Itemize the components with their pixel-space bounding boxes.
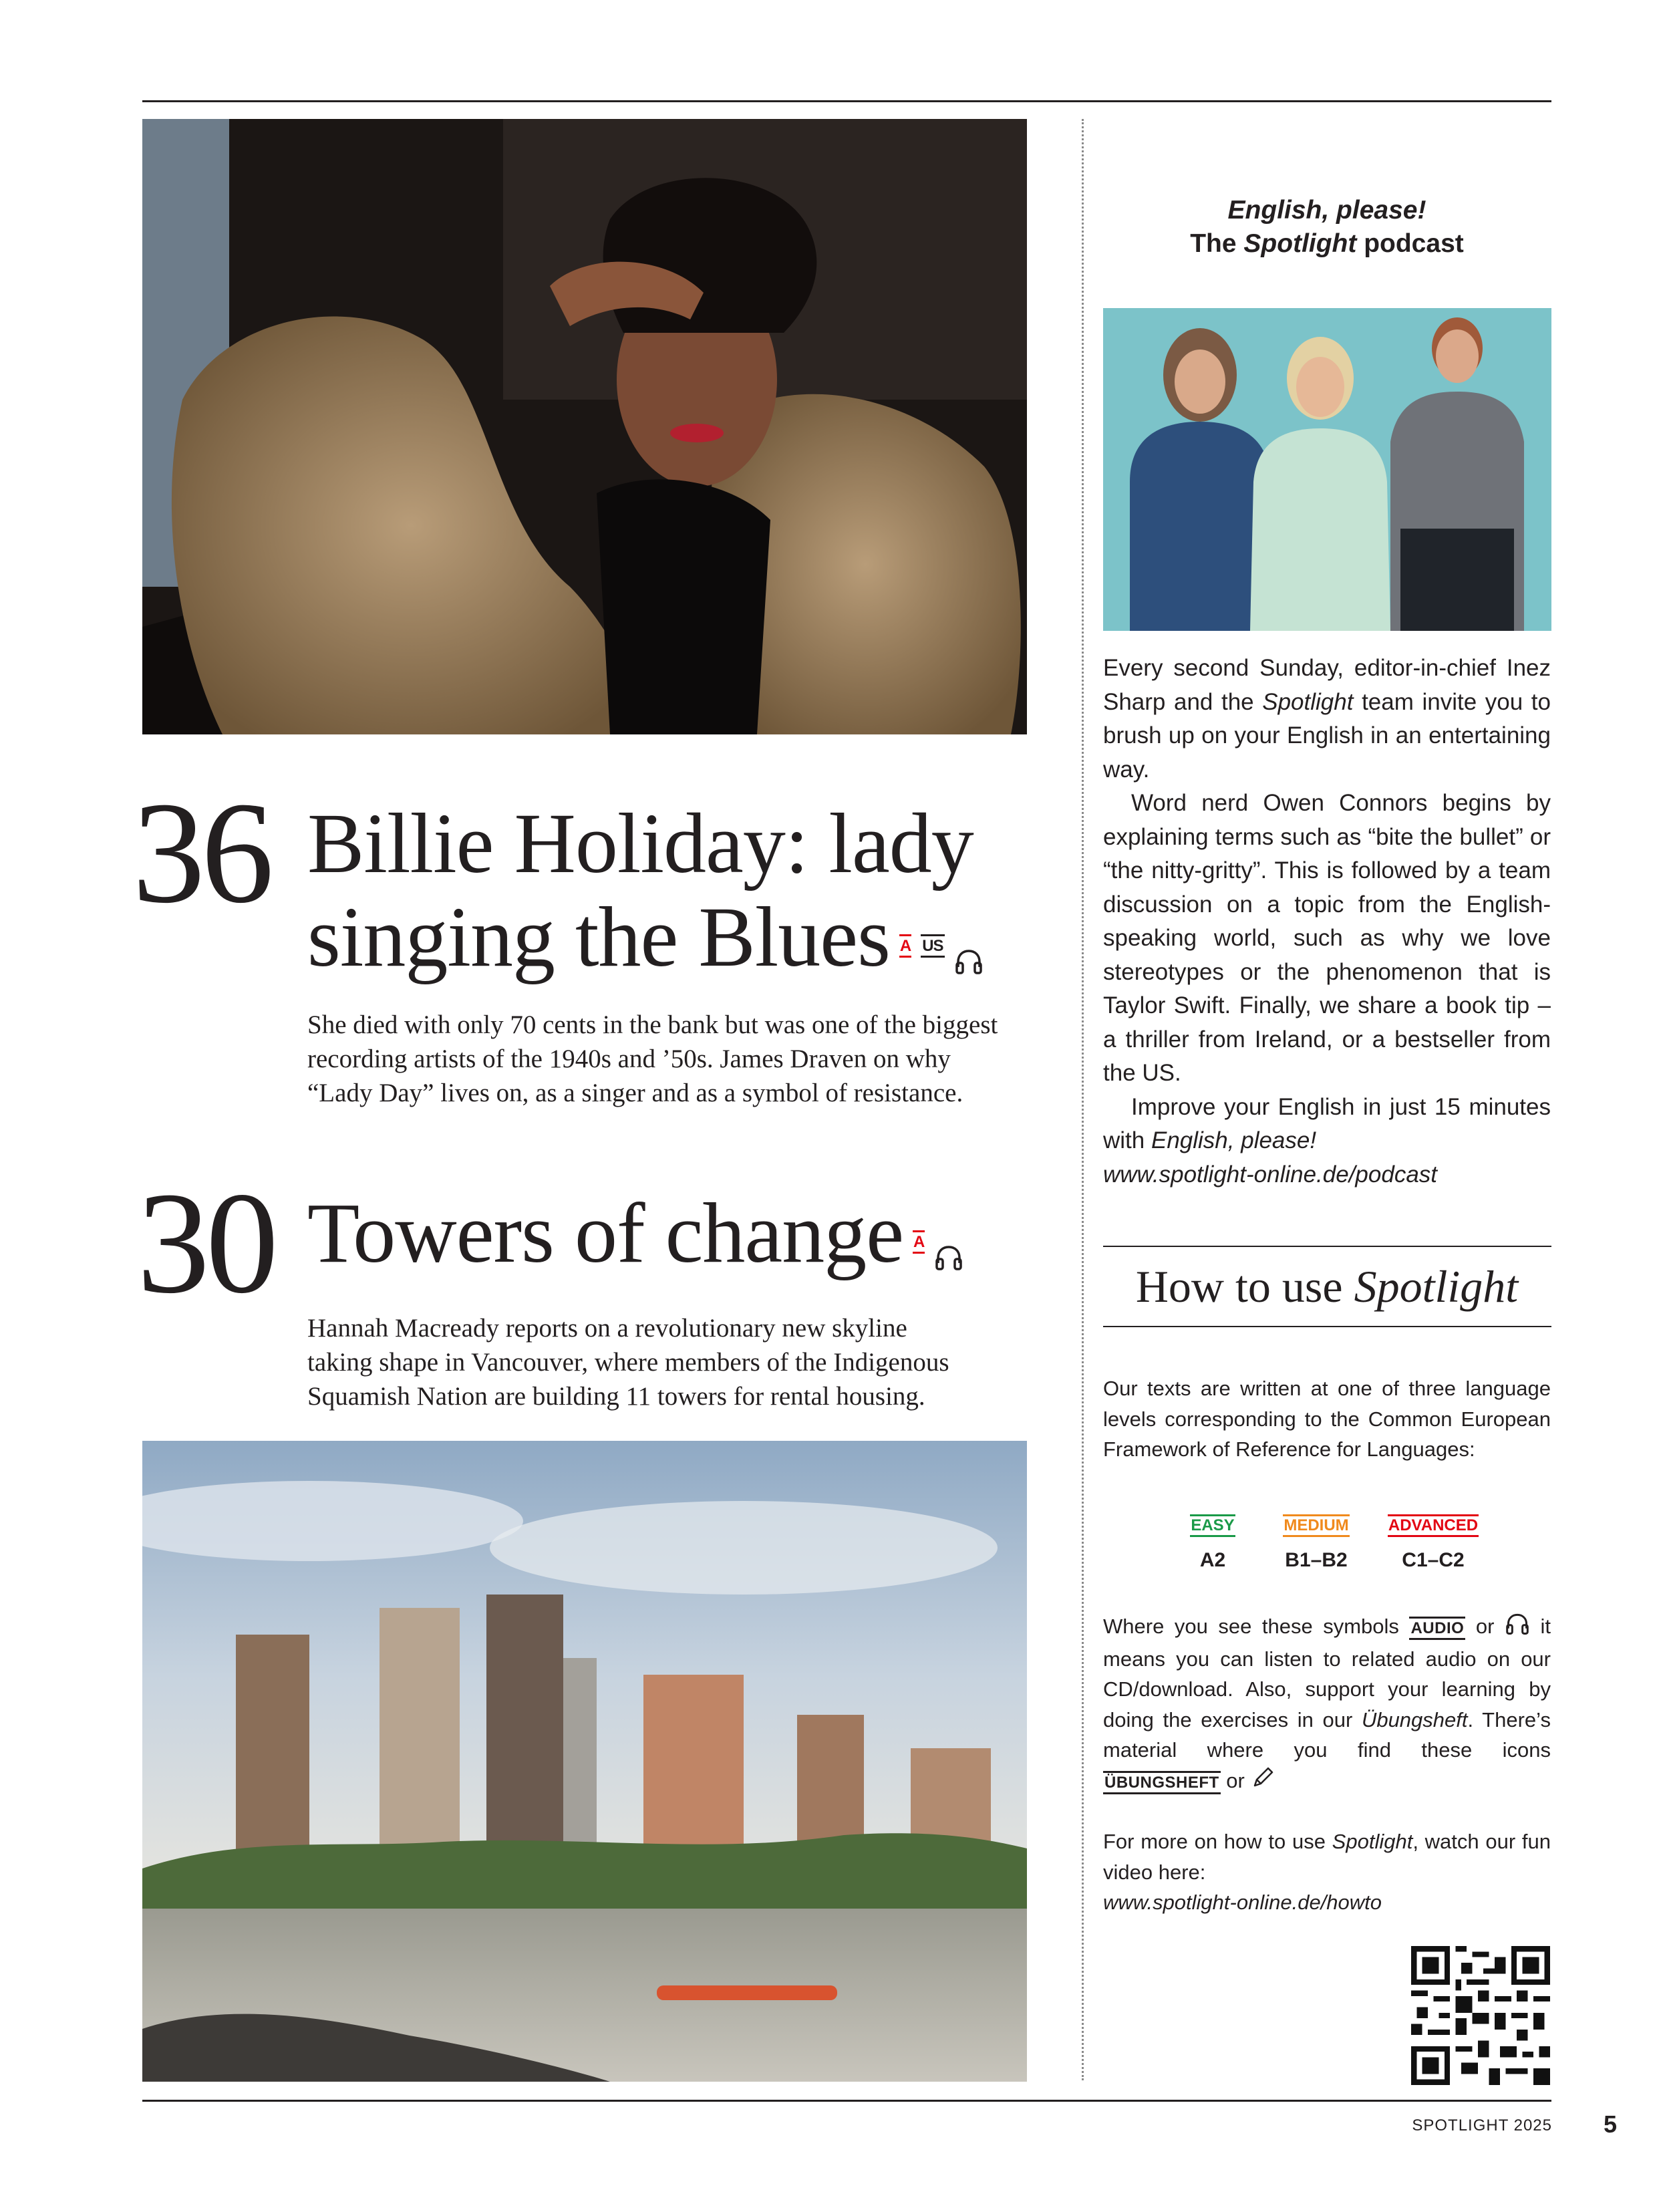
headphones-icon[interactable] [954, 900, 984, 993]
howto-heading [1103, 1260, 1551, 1313]
text-run: Improve your English in just 15 minutes with [1103, 1093, 1551, 1153]
podcast-url-link[interactable]: www.spotlight-online.de/podcast [1103, 1161, 1438, 1188]
uebungsheft-symbol: ÜBUNGSHEFT [1103, 1771, 1221, 1794]
howto-intro: Our texts are written at one of three language levels corresponding to the Common European Framework of Reference for Languages: [1103, 1377, 1551, 1461]
headphones-icon[interactable] [934, 1196, 963, 1289]
text-run: Every second Sunday, editor-in-chief Inez Sharp and the [1103, 655, 1551, 715]
brand-name: Spotlight [1262, 688, 1354, 715]
top-rule [142, 100, 1551, 102]
level-easy-cefr: A2 [1199, 1549, 1226, 1571]
text-run: team invite you to brush up on your English in an entertaining way. [1103, 688, 1551, 783]
bottom-rule [142, 2100, 1551, 2102]
billie-holiday-photo[interactable] [142, 119, 1027, 734]
article-number-36: 36 [132, 773, 270, 934]
podcast-title-prefix: The [1190, 229, 1237, 258]
article-title-line1: Billie Holiday: lady [307, 796, 973, 891]
qr-code[interactable] [1411, 1946, 1550, 2085]
deck-line: Hannah Macready reports on a revolutionary new skyline [307, 1314, 907, 1343]
level-advanced [1380, 1514, 1487, 1572]
howto-bottom-rule [1103, 1326, 1551, 1327]
howto-heading-brand: Spotlight [1354, 1261, 1519, 1312]
article-title-billie-holiday[interactable] [307, 797, 1062, 993]
podcast-name: English, please! [1151, 1127, 1317, 1153]
article-title-line2-row [307, 890, 1062, 993]
podcast-description [1103, 652, 1551, 1192]
text-run: For more on how to use [1103, 1830, 1326, 1853]
howto-video [1103, 1826, 1551, 1918]
podcast-paragraph-1 [1103, 652, 1551, 787]
footer-publication: SPOTLIGHT 2025 [1412, 2116, 1552, 2134]
text-run: or [1475, 1615, 1495, 1638]
article-deck-towers [307, 1311, 1076, 1413]
podcast-paragraph-2: Word nerd Owen Connors begins by explaining terms such as “bite the bullet” or “the nitty-gritty”. This is followed by a team discussion on a topic from the English-speaking world, such as why we love stereotypes or the phenomenon that is Taylor Swift. Finally, we share a book tip – a thriller from Ireland, or a bestseller from the US. [1103, 790, 1551, 1086]
level-easy [1176, 1514, 1249, 1572]
column-divider [1082, 119, 1084, 2080]
deck-line: recording artists of the 1940s and ’50s. James Draven on why [307, 1045, 951, 1073]
video-url[interactable] [1103, 1887, 1551, 1918]
advanced-level-badge: A [913, 1230, 925, 1254]
uebungsheft-name: Übungsheft [1361, 1707, 1468, 1732]
video-paragraph [1103, 1826, 1551, 1887]
level-medium-cefr: B1–B2 [1285, 1549, 1348, 1571]
level-advanced-tag: ADVANCED [1388, 1514, 1479, 1537]
podcast-title-line2 [1103, 227, 1551, 261]
text-run: , watch our fun video here: [1103, 1830, 1551, 1884]
podcast-title-brand: Spotlight [1243, 229, 1357, 258]
headphones-icon [1505, 1613, 1530, 1644]
howto-symbols [1103, 1611, 1551, 1798]
text-run: it means you can listen to related audio on our CD/download. Also, support your learning by doing the exercises in our [1103, 1615, 1551, 1732]
pencil-icon [1251, 1766, 1275, 1798]
level-medium [1273, 1514, 1360, 1572]
podcast-paragraph-3 [1103, 1091, 1551, 1158]
article-title-text: Towers of change [307, 1186, 903, 1280]
podcast-title-suffix: podcast [1364, 229, 1464, 258]
article-title-towers-of-change[interactable] [307, 1186, 1062, 1289]
article-number-30: 30 [137, 1163, 275, 1324]
level-medium-tag: MEDIUM [1283, 1514, 1349, 1537]
podcast-url[interactable] [1103, 1158, 1551, 1192]
vancouver-towers-photo[interactable] [142, 1441, 1027, 2082]
audio-symbol: AUDIO [1409, 1617, 1465, 1640]
deck-line: She died with only 70 cents in the bank but was one of the biggest [307, 1010, 998, 1039]
us-english-badge: US [921, 934, 944, 958]
text-run: . There’s material where you find these icons [1103, 1707, 1551, 1762]
podcast-title [1103, 194, 1551, 261]
article-title-line2: singing the Blues [307, 889, 890, 984]
podcast-team-photo[interactable] [1103, 308, 1551, 631]
deck-line: “Lady Day” lives on, as a singer and as a symbol of resistance. [307, 1079, 963, 1107]
article-deck-billie-holiday [307, 1008, 1076, 1110]
podcast-name: English, please! [1227, 196, 1426, 225]
advanced-level-badge: A [899, 934, 911, 958]
deck-line: taking shape in Vancouver, where members of the Indigenous [307, 1348, 949, 1377]
symbols-paragraph [1103, 1611, 1551, 1798]
text-run: Where you see these symbols [1103, 1615, 1399, 1638]
howto-top-rule [1103, 1246, 1551, 1247]
brand-name: Spotlight [1332, 1830, 1413, 1853]
deck-line: Squamish Nation are building 11 towers for rental housing. [307, 1382, 925, 1411]
podcast-title-line1 [1103, 194, 1551, 227]
level-advanced-cefr: C1–C2 [1402, 1549, 1465, 1571]
text-run: or [1226, 1768, 1245, 1792]
level-easy-tag: EASY [1190, 1514, 1235, 1537]
video-url-link[interactable]: www.spotlight-online.de/howto [1103, 1891, 1382, 1914]
howto-heading-text: How to use [1135, 1261, 1343, 1312]
page-number: 5 [1604, 2110, 1618, 2138]
